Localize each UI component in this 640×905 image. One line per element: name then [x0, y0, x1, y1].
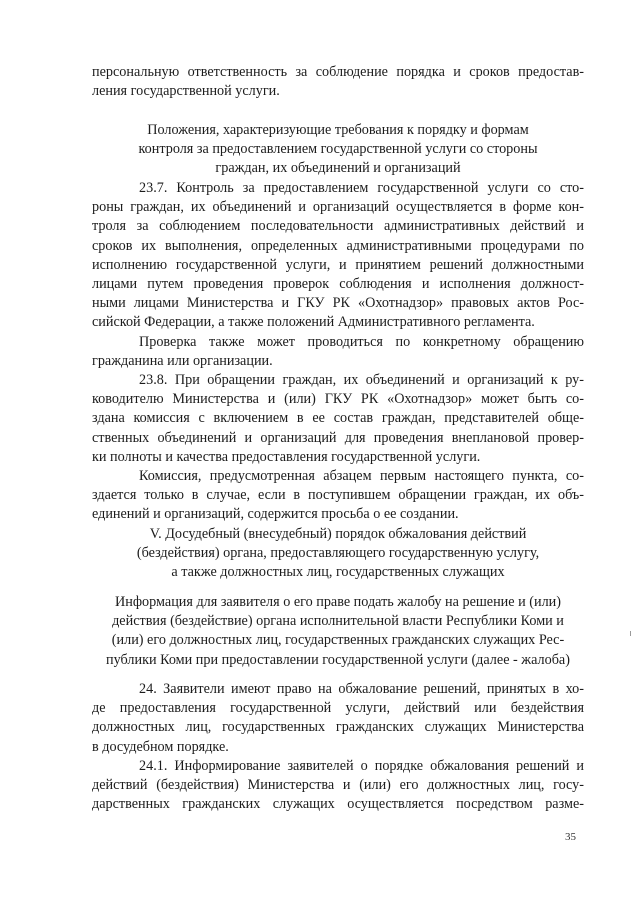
- section-heading-control: [92, 121, 584, 179]
- text-line: ководителю Министерства и (или) ГКУ РК «Охотнадзор» может быть со-: [92, 391, 584, 408]
- text-line: исполнению государственной услуги, и принятием решений должностными: [92, 256, 584, 273]
- text-line: ственных объединений и организаций для проведения внеплановой провер-: [92, 429, 584, 446]
- intro-paragraph: [92, 63, 584, 101]
- text-line: де предоставления государственной услуги, действий или бездействия: [92, 700, 584, 717]
- text-line: единений и организаций, содержится просьба о ее создании.: [92, 506, 459, 523]
- paragraph-23-8: [92, 371, 584, 467]
- text-line: Комиссия, предусмотренная абзацем первым настоящего пункта, со-: [139, 468, 584, 484]
- heading-line: действия (бездействие) органа исполнительной власти Республики Коми и: [112, 613, 564, 630]
- text-line: здается только в случае, если в поступившем обращении граждан, их объ-: [92, 487, 584, 504]
- text-line: действий (бездействия) Министерства и (или) его должностных лиц, госу-: [92, 777, 584, 794]
- scan-speck: [630, 631, 631, 636]
- heading-line: Информация для заявителя о его праве подать жалобу на решение и (или): [115, 594, 561, 610]
- text-line: дарственных гражданских служащих осуществляется посредством разме-: [92, 796, 584, 813]
- paragraph-24-1: [92, 757, 584, 815]
- paragraph-check: [92, 333, 584, 371]
- text-line: должностных лиц, государственных гражданских служащих Министерства: [92, 719, 584, 736]
- heading-line: V. Досудебный (внесудебный) порядок обжалования действий: [149, 526, 527, 542]
- heading-line: публики Коми при предоставлении государственной услуги (далее - жалоба): [106, 651, 570, 668]
- text-line: 23.8. При обращении граждан, их объединений и организаций к ру-: [139, 372, 584, 388]
- text-line: ления государственной услуги.: [92, 83, 280, 100]
- heading-line: (или) его должностных лиц, государственных гражданских служащих Рес-: [111, 632, 565, 649]
- paragraph-24: [92, 680, 584, 757]
- text-line: 23.7. Контроль за предоставлением государственной услуги со сто-: [139, 180, 584, 196]
- paragraph-commission: [92, 467, 584, 525]
- text-line: сийской Федерации, а также положений Административного регламента.: [92, 314, 535, 331]
- text-line: ки полноты и качества предоставления государственной услуги.: [92, 448, 481, 465]
- section-heading-appeal: [92, 525, 584, 583]
- heading-line: граждан, их объединений и организаций: [215, 160, 461, 177]
- text-line: здана комиссия с включением в ее состав граждан, представителей обще-: [92, 410, 584, 427]
- text-line: троля за соблюдением последовательности административных действий и: [92, 218, 584, 235]
- page-number: 35: [565, 831, 576, 843]
- heading-line: а также должностных лиц, государственных служащих: [171, 564, 505, 581]
- text-line: гражданина или организации.: [92, 353, 273, 370]
- text-line: Проверка также может проводиться по конкретному обращению: [139, 334, 584, 350]
- text-line: 24.1. Информирование заявителей о порядке обжалования решений и: [139, 758, 584, 774]
- heading-line: (бездействия) органа, предоставляющего государственную услугу,: [136, 545, 540, 562]
- paragraph-23-7: [92, 179, 584, 333]
- text-line: 24. Заявители имеют право на обжалование решений, принятых в хо-: [139, 681, 584, 697]
- text-line: ными лицами Министерства и ГКУ РК «Охотнадзор» правовых актов Рос-: [92, 295, 584, 312]
- text-line: персональную ответственность за соблюдение порядка и сроков предостав-: [92, 64, 584, 80]
- text-line: роны граждан, их объединений и организаций осуществляется в форме кон-: [92, 199, 584, 216]
- text-line: сроков их выполнения, определенных административными процедурами по: [92, 237, 584, 254]
- heading-line: контроля за предоставлением государственной услуги со стороны: [138, 141, 538, 158]
- section-heading-complaint-info: [92, 593, 584, 670]
- text-line: в досудебном порядке.: [92, 738, 229, 755]
- heading-line: Положения, характеризующие требования к порядку и формам: [147, 122, 529, 138]
- text-line: лицами путем проведения проверок соблюдения и исполнения должност-: [92, 276, 584, 293]
